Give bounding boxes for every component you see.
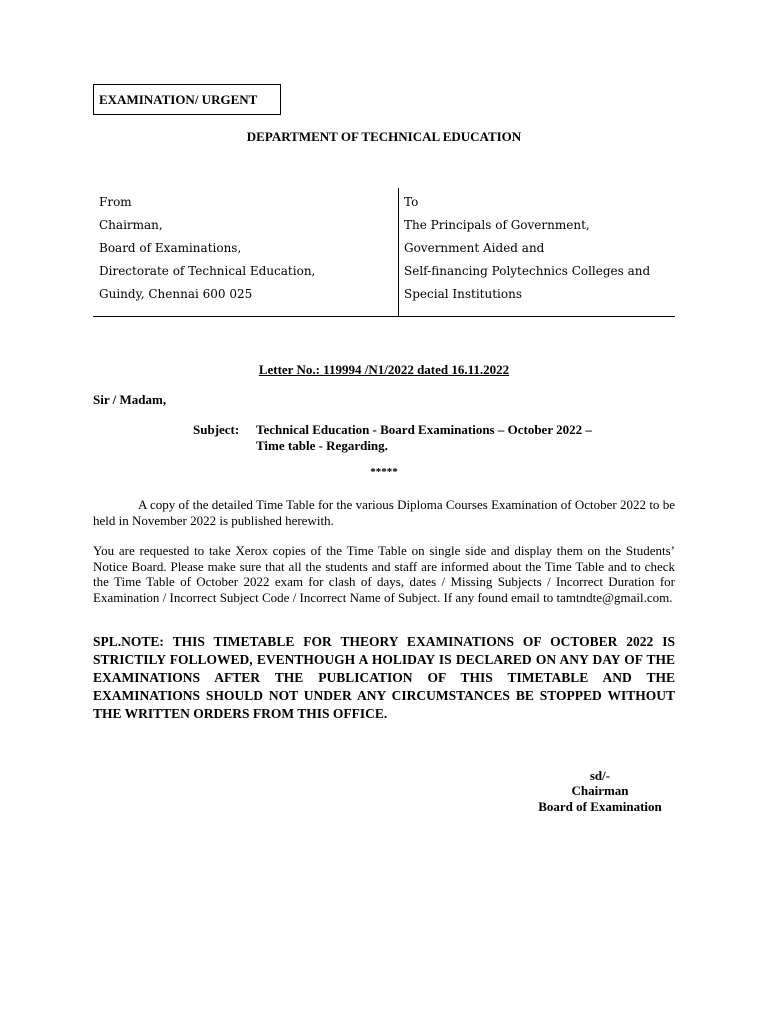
signature-title: Chairman [571, 783, 629, 798]
separator-stars: ***** [370, 466, 398, 478]
to-line: To [404, 195, 419, 209]
body-paragraph-2: You are requested to take Xerox copies of the Time Table on single side and display them on the Students’ Notice Board. Please make sure that all the students and staff are informed about the Time Table and to check the Time Table of October 2022 exam for clash of days, dates / Missing Subjects / Incorrect Duration for Examination / Incorrect Subject Code / Incorrect Name of Subject. If any found email to tamtndte@gmail.com. [93, 543, 675, 605]
to-line: Special Institutions [404, 287, 522, 301]
from-line: Board of Examinations, [99, 241, 242, 255]
signature-office: Board of Examination [538, 799, 662, 814]
salutation: Sir / Madam, [93, 392, 167, 407]
special-note: SPL.NOTE: THIS TIMETABLE FOR THEORY EXAMINATIONS OF OCTOBER 2022 IS STRICTILY FOLLOWED, EVENTHOUGH A HOLIDAY IS DECLARED ON ANY DAY OF THE EXAMINATIONS AFTER THE PUBLICATION OF THIS TIMETABLE AND THE EXAMINATIONS SHOULD NOT UNDER ANY CIRCUMSTANCES BE STOPPED WITHOUT THE WRITTEN ORDERS FROM THIS OFFICE. [93, 634, 675, 721]
to-address [404, 191, 650, 306]
examination-urgent-box: EXAMINATION/ URGENT [93, 84, 281, 115]
body-paragraph-1: A copy of the detailed Time Table for the various Diploma Courses Examination of October 2022 to be held in November 2022 is published herewith. [93, 497, 675, 528]
subject-text [256, 422, 656, 454]
from-line: Chairman, [99, 218, 163, 232]
to-line: The Principals of Government, [404, 218, 590, 232]
letter-number: Letter No.: 119994 /N1/2022 dated 16.11.2022 [258, 362, 510, 377]
from-address [99, 191, 315, 306]
subject-line-1: Technical Education - Board Examinations – October 2022 – [256, 422, 592, 437]
subject-line-2: Time table - Regarding. [256, 438, 388, 453]
address-divider-vertical [398, 188, 399, 316]
signature-sd: sd/- [589, 768, 611, 783]
from-line: Directorate of Technical Education, [99, 264, 316, 278]
subject-label: Subject: [193, 422, 240, 437]
from-line: From [99, 195, 132, 209]
from-line: Guindy, Chennai 600 025 [99, 287, 253, 301]
department-title: DEPARTMENT OF TECHNICAL EDUCATION [246, 129, 522, 144]
to-line: Self-financing Polytechnics Colleges and [404, 264, 651, 278]
to-line: Government Aided and [404, 241, 545, 255]
address-divider-horizontal [93, 316, 675, 317]
